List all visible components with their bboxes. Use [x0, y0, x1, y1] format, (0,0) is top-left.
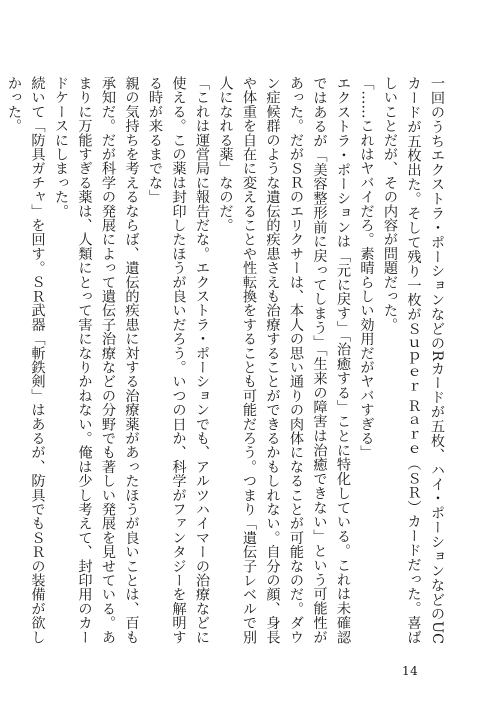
dialogue-line: 「これは運営局に報告だな。エクストラ・ポーションでも、アルツハイマーの治療などに使える。この薬は封印したほうが良いだろう。いつの日か、科学がファンタジーを解明する時が来るまでな」 — [147, 76, 210, 644]
page-number: 14 — [402, 664, 419, 678]
paragraph: 親の気持ちを考えるならば、遺伝的疾患に対する治療薬があったほうが良いことは、百も承知だ。だが科学の発展によって遺伝子治療などの分野でも著しい発展を見せている。あまりに万能すぎる薬は、人類にとって害になりかねない。俺は少し考えて、封印用のカードケースにしまった。 — [53, 76, 140, 644]
paragraph: 一回のうちエクストラ・ポーションなどのRカードが五枚、ハイ・ポーションなどのUCカードが五枚出た。そして残り一枚がＳｕｐｅｒ Ｒａｒｅ（ＳＲ）カードだった。喜ばしいことだが、その内容が問題だった。 — [382, 76, 445, 644]
vertical-text-body — [6, 76, 448, 644]
dialogue-line: 「……これはヤバイだろ。素晴らしい効用だがヤバすぎる」 — [358, 76, 375, 460]
paragraph: 続いて「防具ガチャ」を回す。ＳＲ武器「斬鉄剣」はあるが、防具でもＳＲの装備が欲しかった。 — [6, 76, 46, 644]
paragraph: エクストラ・ポーションは「元に戻す」「治癒する」ことに特化している。これは未確認ではあるが「美容整形前に戻ってしまう」「生来の障害は治癒できない」という可能性があった。だがＳＲのエリクサーは、本人の思い通りの肉体になることが可能なのだ。ダウン症候群のような遺伝的疾患さえも治療することができるかもしれない。自分の顔、身長や体重を自在に変えることや性転換をすることも可能だろう。つまり「遺伝子レベルで別人になれる薬」なのだ。 — [217, 76, 351, 644]
